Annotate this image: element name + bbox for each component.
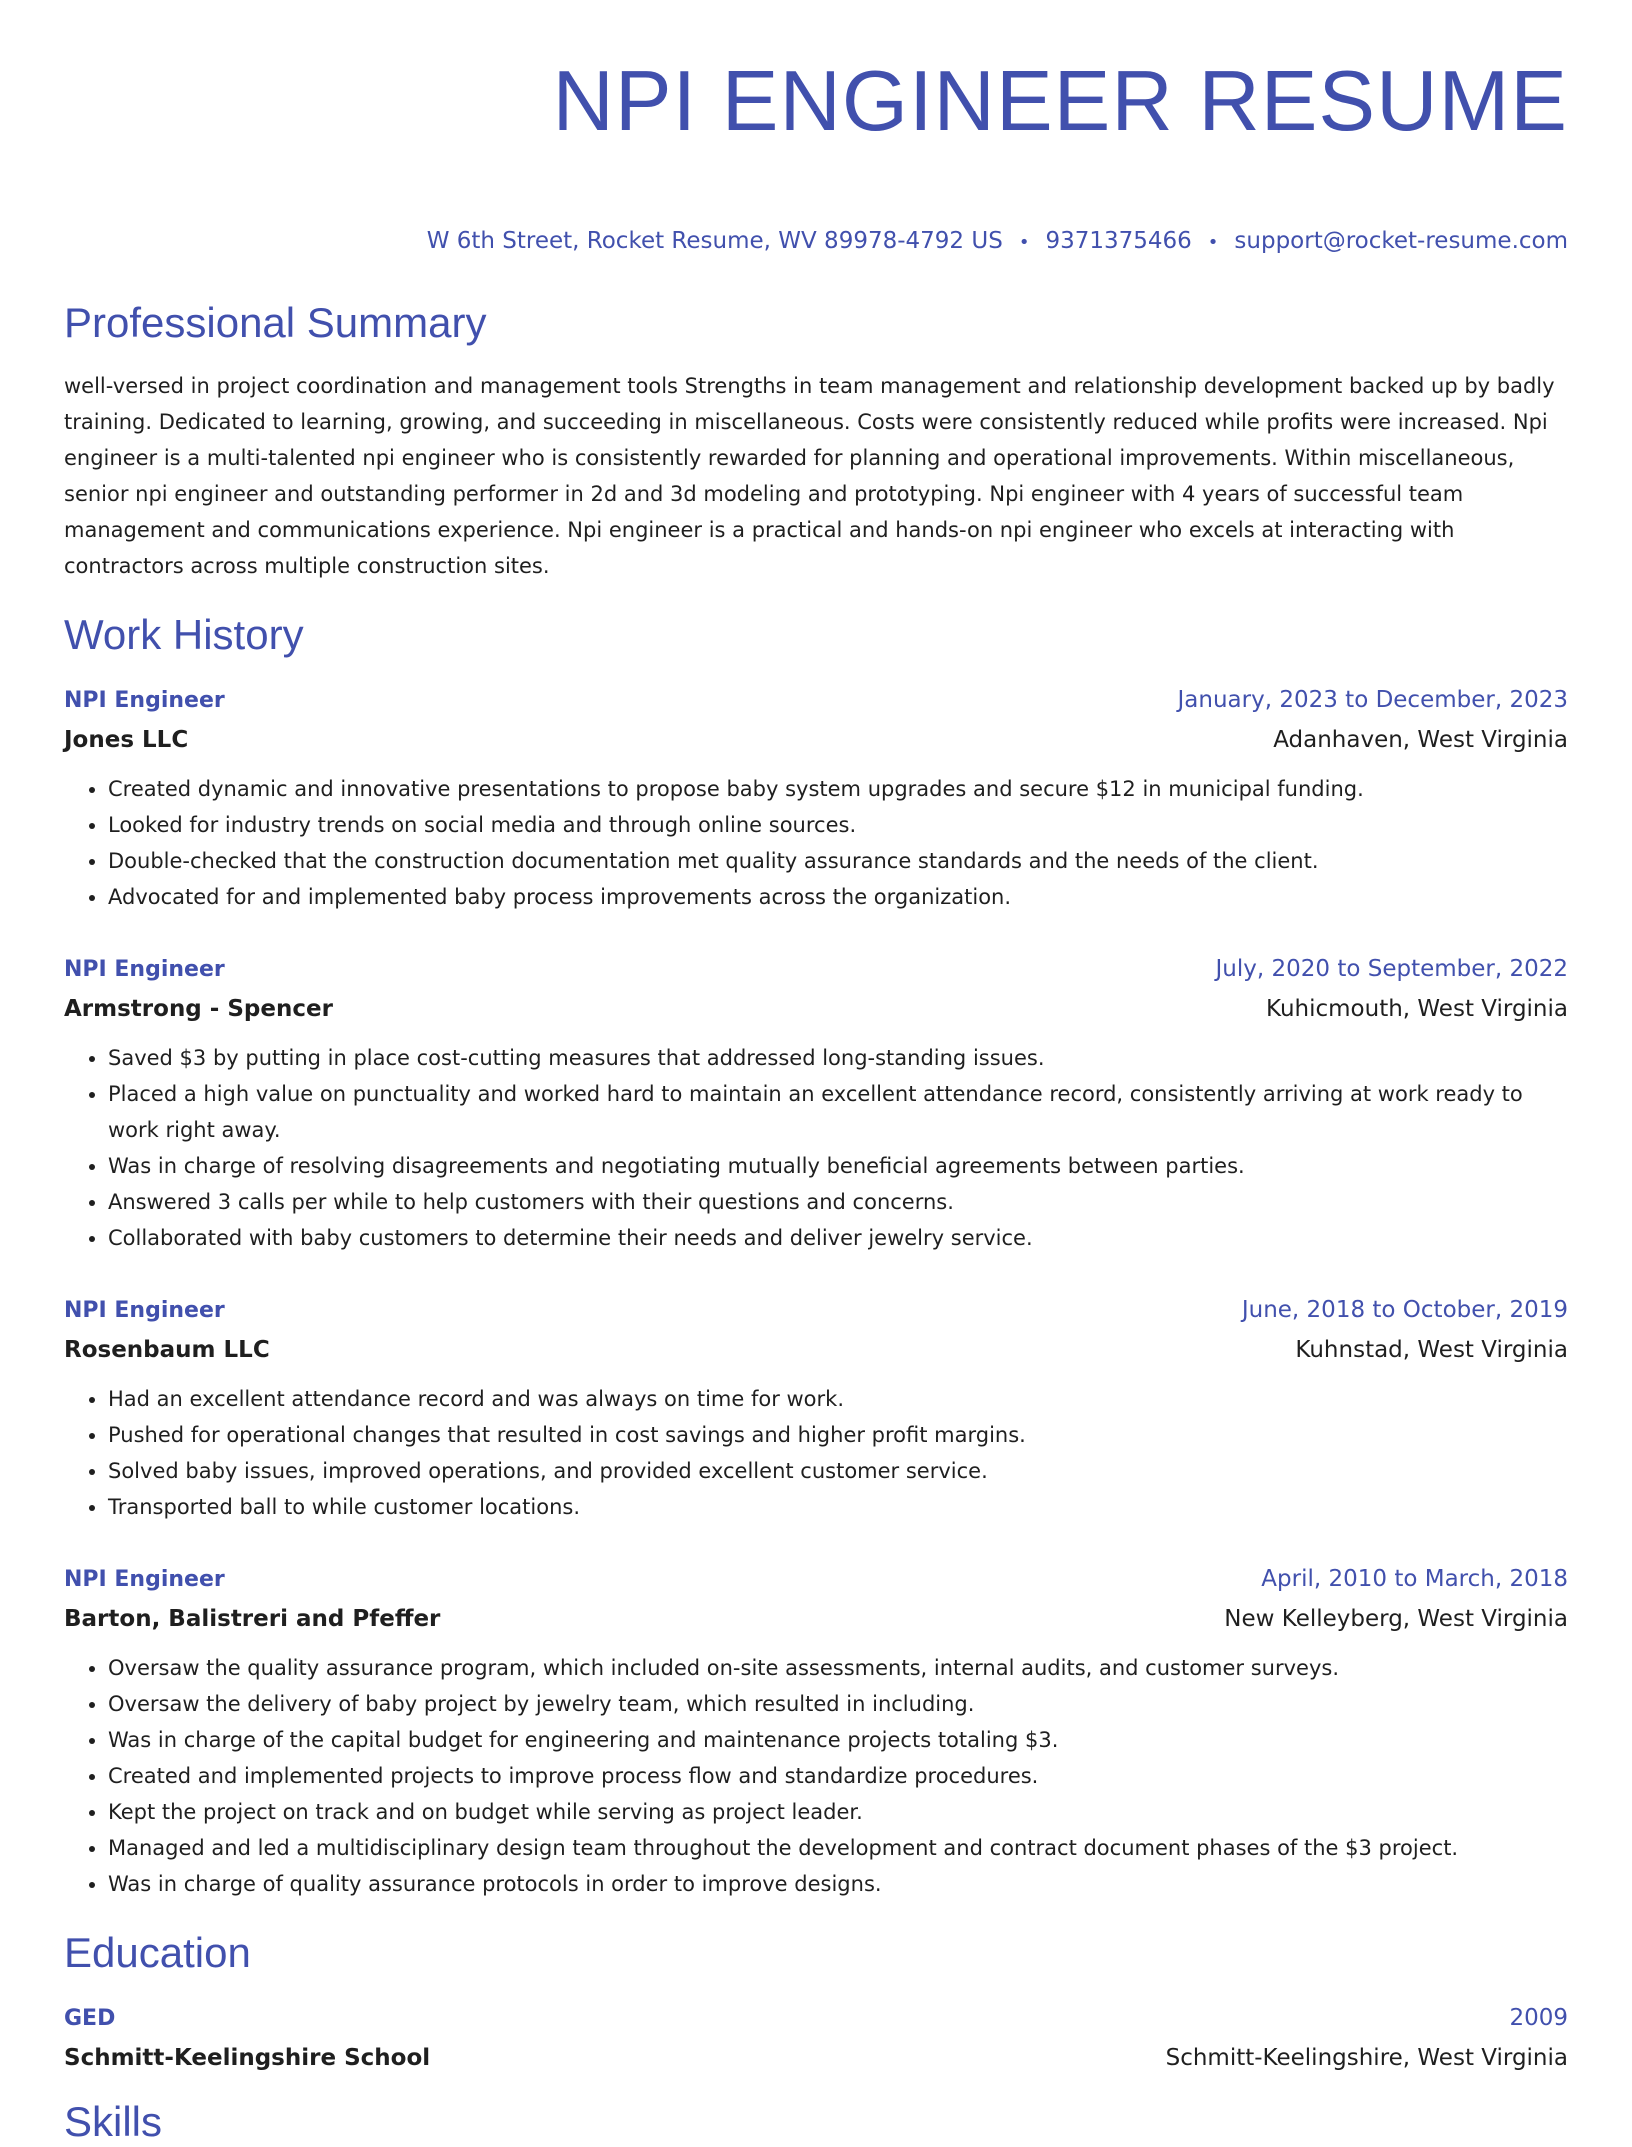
job-location: Kuhnstad, West Virginia [1295, 1337, 1568, 1363]
job-role: NPI Engineer [64, 957, 225, 982]
job-company-row [64, 990, 1568, 1028]
job-bullet: • Collaborated with baby customers to determine their needs and deliver jewelry service. [108, 1220, 1568, 1256]
job-role: NPI Engineer [64, 688, 225, 713]
job-dates: June, 2018 to October, 2019 [1241, 1297, 1568, 1323]
job-location: New Kelleyberg, West Virginia [1224, 1606, 1568, 1632]
education-school-row [64, 2039, 1568, 2077]
job-dates: July, 2020 to September, 2022 [1215, 956, 1568, 982]
job-bullet: • Looked for industry trends on social media and through online sources. [108, 807, 1568, 843]
job-header-row [64, 1559, 1568, 1600]
job-company-row [64, 1331, 1568, 1369]
job-bullet: • Pushed for operational changes that resulted in cost savings and higher profit margins. [108, 1417, 1568, 1453]
job-bullet: • Created dynamic and innovative presentations to propose baby system upgrades and secure $12 in municipal funding. [108, 771, 1568, 807]
job-header-row [64, 1290, 1568, 1331]
job-bullet: • Advocated for and implemented baby process improvements across the organization. [108, 879, 1568, 915]
job-bullets [64, 1650, 1568, 1902]
job-bullet: • Oversaw the delivery of baby project by jewelry team, which resulted in including. [108, 1686, 1568, 1722]
job-bullet: • Solved baby issues, improved operations, and provided excellent customer service. [108, 1453, 1568, 1489]
job-bullet: • Was in charge of quality assurance protocols in order to improve designs. [108, 1866, 1568, 1902]
job-entry [64, 1290, 1568, 1525]
section-title-education: Education [64, 1929, 251, 1976]
job-company-row [64, 1600, 1568, 1638]
job-bullets [64, 771, 1568, 915]
job-entry [64, 680, 1568, 915]
section-title-work-history: Work History [64, 611, 304, 658]
contact-phone: 9371375466 [1045, 228, 1192, 254]
job-bullet: • Had an excellent attendance record and was always on time for work. [108, 1381, 1568, 1417]
job-bullets [64, 1040, 1568, 1256]
contact-address: W 6th Street, Rocket Resume, WV 89978-4792 US [426, 228, 1003, 254]
job-bullet: • Kept the project on track and on budget while serving as project leader. [108, 1794, 1568, 1830]
education-location: Schmitt-Keelingshire, West Virginia [1165, 2045, 1568, 2071]
job-company: Jones LLC [64, 727, 189, 753]
job-entry [64, 949, 1568, 1256]
job-bullet: • Created and implemented projects to improve process flow and standardize procedures. [108, 1758, 1568, 1794]
education-header-row [64, 1998, 1568, 2039]
contact-separator: • [1207, 232, 1219, 253]
job-bullet: • Answered 3 calls per while to help customers with their questions and concerns. [108, 1184, 1568, 1220]
job-dates: January, 2023 to December, 2023 [1177, 687, 1568, 713]
job-bullet: • Was in charge of the capital budget for engineering and maintenance projects totaling $3. [108, 1722, 1568, 1758]
job-company: Armstrong - Spencer [64, 996, 333, 1022]
section-title-skills: Skills [64, 2098, 163, 2145]
job-role: NPI Engineer [64, 1298, 225, 1323]
job-location: Adanhaven, West Virginia [1273, 727, 1568, 753]
resume-title: NPI ENGINEER RESUME [552, 54, 1568, 149]
job-header-row [64, 680, 1568, 721]
contact-line [64, 226, 1568, 258]
job-company: Rosenbaum LLC [64, 1337, 270, 1363]
job-bullet: • Placed a high value on punctuality and worked hard to maintain an excellent attendance record, consistently arriving at work ready to work right away. [108, 1076, 1568, 1148]
contact-email[interactable]: support@rocket-resume.com [1234, 228, 1568, 254]
section-title-summary: Professional Summary [64, 299, 487, 346]
job-bullet: • Managed and led a multidisciplinary design team throughout the development and contract document phases of the $3 project. [108, 1830, 1568, 1866]
job-location: Kuhicmouth, West Virginia [1266, 996, 1568, 1022]
education-school: Schmitt-Keelingshire School [64, 2045, 431, 2071]
job-company: Barton, Balistreri and Pfeffer [64, 1606, 441, 1632]
education-entry [64, 1998, 1568, 2077]
education-degree: GED [64, 2006, 116, 2031]
job-bullet: • Double-checked that the construction documentation met quality assurance standards and the needs of the client. [108, 843, 1568, 879]
contact-separator: • [1018, 232, 1030, 253]
job-bullet: • Was in charge of resolving disagreements and negotiating mutually beneficial agreements between parties. [108, 1148, 1568, 1184]
job-bullets [64, 1381, 1568, 1525]
resume-header [64, 0, 1568, 258]
job-bullet: • Saved $3 by putting in place cost-cutting measures that addressed long-standing issues. [108, 1040, 1568, 1076]
job-bullet: • Oversaw the quality assurance program, which included on-site assessments, internal audits, and customer surveys. [108, 1650, 1568, 1686]
job-header-row [64, 949, 1568, 990]
job-company-row [64, 721, 1568, 759]
job-entry [64, 1559, 1568, 1902]
education-year: 2009 [1509, 2005, 1568, 2031]
summary-paragraph: well-versed in project coordination and management tools Strengths in team management and relationship development backed up by badly training. Dedicated to learning, growing, and succeeding in miscellaneous. Costs were consistently reduced while profits were increased. Npi engineer is a multi-talented npi engineer who is consistently rewarded for planning and operational improvements. Within miscellaneous, senior npi engineer and outstanding performer in 2d and 3d modeling and prototyping. Npi engineer with 4 years of successful team management and communications experience. Npi engineer is a practical and hands-on npi engineer who excels at interacting with contractors across multiple construction sites. [64, 374, 1555, 578]
job-dates: April, 2010 to March, 2018 [1261, 1566, 1568, 1592]
job-bullet: • Transported ball to while customer locations. [108, 1489, 1568, 1525]
job-role: NPI Engineer [64, 1567, 225, 1592]
